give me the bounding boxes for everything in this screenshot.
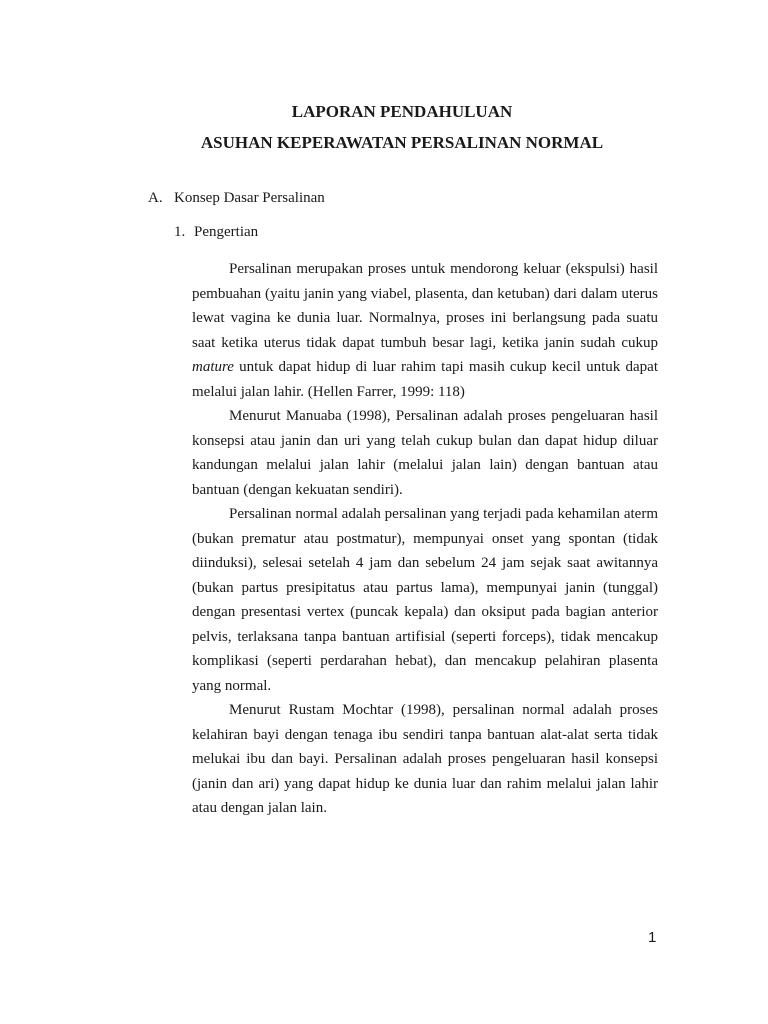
- document-title: LAPORAN PENDAHULUAN: [291, 102, 513, 121]
- paragraph-4: Menurut Rustam Mochtar (1998), persalinan normal adalah proses kelahiran bayi dengan tenaga ibu sendiri tanpa bantuan alat-alat serta tidak melukai ibu dan bayi. Persalinan adalah proses pengeluaran hasil konsepsi (janin dan ari) yang dapat hidup ke dunia luar dan rahim melalui jalan lahir atau dengan jalan lain.: [192, 702, 658, 816]
- subsection-heading: [174, 224, 258, 241]
- subsection-marker: 1.: [174, 224, 186, 240]
- italic-term: mature: [192, 359, 234, 375]
- paragraph-1: [192, 257, 658, 404]
- section-marker: A.: [148, 190, 163, 206]
- paragraph-2: Menurut Manuaba (1998), Persalinan adalah proses pengeluaran hasil konsepsi atau janin dan uri yang telah cukup bulan dan dapat hidup diluar kandungan melalui jalan lahir (melalui jalan lain) dengan bantuan atau bantuan (dengan kekuatan sendiri).: [192, 408, 658, 498]
- document-subtitle: ASUHAN KEPERAWATAN PERSALINAN NORMAL: [200, 133, 604, 152]
- section-label: Konsep Dasar Persalinan: [174, 190, 325, 206]
- paragraph-1-end: untuk dapat hidup di luar rahim tapi masih cukup kecil untuk dapat melalui jalan lahir. (Hellen Farrer, 1999: 118): [192, 359, 658, 400]
- page-number: 1: [648, 929, 657, 946]
- paragraph-1-start: Persalinan merupakan proses untuk mendorong keluar (ekspulsi) hasil pembuahan (yaitu janin yang viabel, plasenta, dan ketuban) dari dalam uterus lewat vagina ke dunia luar. Normalnya, proses ini berlangsung pada suatu saat ketika uterus tidak dapat tumbuh besar lagi, ketika janin sudah cukup: [192, 261, 658, 351]
- section-heading: [148, 190, 325, 207]
- subsection-label: Pengertian: [194, 224, 259, 240]
- paragraph-3: Persalinan normal adalah persalinan yang terjadi pada kehamilan aterm (bukan prematur atau postmatur), mempunyai onset yang spontan (tidak diinduksi), selesai setelah 4 jam dan sebelum 24 jam sejak saat awitannya (bukan partus presipitatus atau partus lama), mempunyai janin (tunggal) dengan presentasi vertex (puncak kepala) dan oksiput pada bagian anterior pelvis, terlaksana tanpa bantuan artifisial (seperti forceps), tidak mencakup komplikasi (seperti perdarahan hebat), dan mencakup pelahiran plasenta yang normal.: [192, 506, 658, 694]
- body-text: [192, 257, 658, 821]
